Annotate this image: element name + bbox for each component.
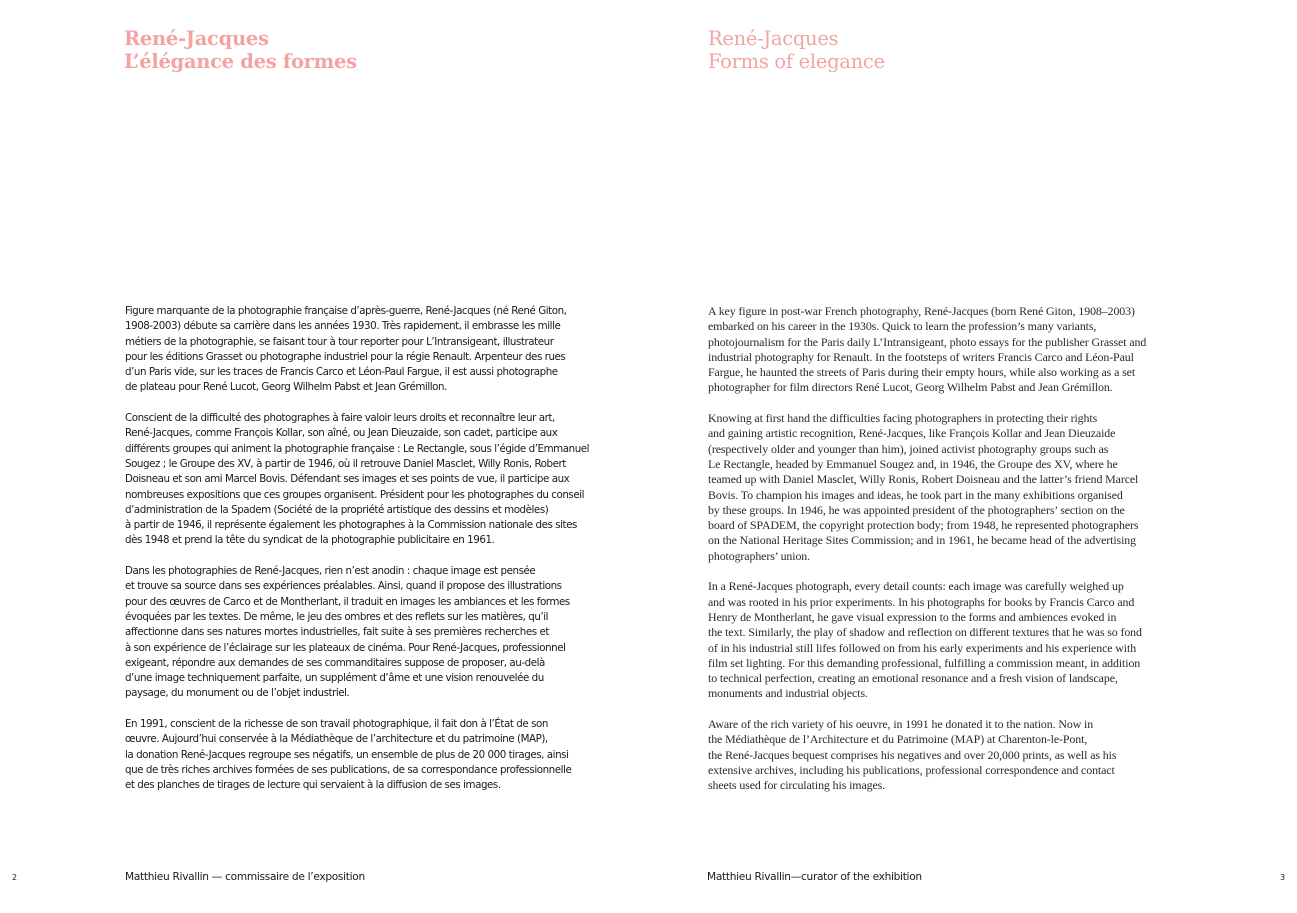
text-line: métiers de la photographie, se faisant tour à tour reporter pour L’Intransigeant, illustrateur [125, 335, 554, 348]
page-number: 2 [12, 873, 18, 882]
text-line: and gaining artistic recognition, René-Jacques, like François Kollar and Jean Dieuzaide [708, 426, 1116, 441]
text-line: Fargue, he haunted the streets of Paris during their empty hours, while also working as a set [708, 365, 1136, 380]
text-line: photographers’ union. [708, 548, 811, 563]
title-subtitle: Forms of elegance [708, 50, 885, 73]
french-body-text [125, 304, 595, 809]
text-line: (respectively older and younger than him), joined activist photography groups such as [708, 441, 1109, 456]
text-line: d’un Paris vide, sur les traces de Francis Carco et Léon-Paul Fargue, il est aussi photographe [125, 366, 558, 379]
text-line: En 1991, conscient de la richesse de son travail photographique, il fait don à l’État de son [125, 718, 548, 731]
text-line: of in his industrial still lifes followed on from his early experiments and his experience with [708, 640, 1137, 655]
text-line: Le Rectangle, headed by Emmanuel Sougez and, in 1946, the Groupe des XV, where he [708, 456, 1118, 471]
text-line: Knowing at first hand the difficulties facing photographers in protecting their rights [708, 411, 1098, 426]
text-line: pour les éditions Grasset ou photographe industriel pour la régie Renault. Arpenteur des rues [125, 350, 566, 363]
page-number: 3 [1280, 873, 1286, 882]
text-line: Bovis. To champion his images and ideas, he took part in the many exhibitions organised [708, 487, 1123, 502]
text-line: board of SPADEM, the copyright protection body; from 1948, he represented photographers [708, 518, 1139, 533]
text-line: affectionne dans ses natures mortes industrielles, fait suite à ses premières recherches et [125, 626, 549, 639]
text-line: nombreuses expositions que ces groupes organisent. Président pour les photographes du conseil [125, 488, 585, 501]
text-line: to technical perfection, creating an emotional resonance and a fresh vision of landscape, [708, 671, 1118, 686]
text-line: œuvre. Aujourd’hui conservée à la Médiathèque de l’architecture et du patrimoine (MAP), [125, 733, 548, 746]
english-body-text [708, 304, 1188, 809]
text-line: Henry de Montherlant, he gave visual expression to the forms and ambiences evoked in [708, 609, 1117, 624]
paragraph [708, 579, 1188, 701]
text-line: embarked on his career in the 1930s. Quick to learn the profession’s many variants, [708, 319, 1097, 334]
footer-credit: Matthieu Rivallin — commissaire de l’exposition [125, 871, 365, 883]
paragraph [125, 411, 595, 549]
text-line: Dans les photographies de René-Jacques, rien n’est anodin : chaque image est pensée [125, 565, 536, 578]
text-line: la donation René-Jacques regroupe ses négatifs, un ensemble de plus de 20 000 tirages, ainsi [125, 748, 569, 761]
right-page [648, 0, 1297, 913]
text-line: Sougez ; le Groupe des XV, à partir de 1946, où il retrouve Daniel Masclet, Willy Ronis, Robert [125, 457, 566, 470]
paragraph [708, 717, 1188, 793]
english-title [708, 27, 885, 73]
left-page [0, 0, 648, 913]
text-line: d’administration de la Spadem (Société de la propriété artistique des dessins et modèles) [125, 503, 549, 516]
text-line: dès 1948 et prend la tête du syndicat de la photographie publicitaire en 1961. [125, 534, 495, 547]
paragraph [125, 717, 595, 793]
text-line: A key figure in post-war French photography, René-Jacques (born René Giton, 1908–2003) [708, 304, 1135, 318]
text-line: à partir de 1946, il représente également les photographes à la Commission nationale des sites [125, 519, 577, 532]
text-line: exigeant, répondre aux demandes de ses commanditaires suppose de proposer, au-delà [125, 656, 545, 669]
text-line: extensive archives, including his publications, professional correspondence and contact [708, 762, 1115, 777]
paragraph [125, 564, 595, 702]
text-line: sheets used for circulating his images. [708, 778, 886, 793]
text-line: industrial photography for Renault. In the footsteps of writers Francis Carco and Léon-Paul [708, 349, 1134, 364]
title-name: René-Jacques [124, 27, 269, 50]
text-line: paysage, du monument ou de l’objet industriel. [125, 687, 350, 700]
paragraph [708, 411, 1188, 564]
text-line: 1908-2003) débute sa carrière dans les années 1930. Très rapidement, il embrasse les mille [125, 320, 561, 333]
text-line: by these groups. In 1946, he was appointed president of the photographers’ section on the [708, 502, 1125, 517]
text-line: the text. Similarly, the play of shadow and reflection on different textures that he was so fond [708, 625, 1142, 640]
text-line: Doisneau et son ami Marcel Bovis. Défendant ses images et ses points de vue, il participe aux [125, 473, 570, 486]
text-line: René-Jacques, comme François Kollar, son aîné, ou Jean Dieuzaide, son cadet, participe aux [125, 427, 558, 440]
text-line: photographer for film directors René Lucot, Georg Wilhelm Pabst and Jean Grémillon. [708, 380, 1113, 395]
text-line: Conscient de la difficulté des photographes à faire valoir leurs droits et reconnaître leur art, [125, 412, 555, 425]
text-line: pour des œuvres de Carco et de Montherlant, il traduit en images les ambiances et les formes [125, 595, 570, 608]
text-line: photojournalism for the Paris daily L’Intransigeant, photo essays for the publisher Grasset and [708, 334, 1147, 349]
text-line: Figure marquante de la photographie française d’après-guerre, René-Jacques (né René Giton, [125, 305, 567, 317]
text-line: and was rooted in his prior experiments. In his photographs for books by Francis Carco and [708, 594, 1135, 609]
text-line: the René-Jacques bequest comprises his negatives and over 20,000 prints, as well as his [708, 747, 1117, 762]
text-line: teamed up with Daniel Masclet, Willy Ronis, Robert Doisneau and the latter’s friend Marcel [708, 472, 1139, 487]
text-line: et trouve sa source dans ses expériences préalables. Ainsi, quand il propose des illustrations [125, 580, 562, 593]
text-line: film set lighting. For this demanding professional, fulfilling a commission meant, in addition [708, 655, 1141, 670]
text-line: de plateau pour René Lucot, Georg Wilhelm Pabst et Jean Grémillon. [125, 381, 447, 394]
paragraph [708, 304, 1188, 396]
text-line: que de très riches archives formées de ses publications, de sa correspondance professionnelle [125, 763, 572, 776]
text-line: the Médiathèque de l’Architecture et du Patrimoine (MAP) at Charenton-le-Pont, [708, 732, 1088, 747]
text-line: In a René-Jacques photograph, every detail counts: each image was carefully weighed up [708, 579, 1124, 594]
text-line: évoquées par les textes. De même, le jeu des ombres et des reflets sur les matières, qu’il [125, 610, 549, 623]
paragraph [125, 304, 595, 396]
text-line: monuments and industrial objects. [708, 686, 868, 701]
text-line: d’une image techniquement parfaite, un supplément d’âme et une vision renouvelée du [125, 672, 544, 685]
french-title [124, 27, 357, 73]
text-line: à son expérience de l’éclairage sur les plateaux de cinéma. Pour René-Jacques, professionnel [125, 641, 566, 654]
footer-credit: Matthieu Rivallin—curator of the exhibition [707, 871, 922, 883]
title-name: René-Jacques [708, 27, 839, 50]
text-line: différents groupes qui animent la photographie française : Le Rectangle, sous l’égide d’Emmanuel [125, 442, 590, 455]
text-line: on the National Heritage Sites Commission; and in 1961, he became head of the advertising [708, 533, 1136, 548]
text-line: et des planches de tirages de lecture qui servaient à la diffusion de ses images. [125, 779, 501, 792]
text-line: Aware of the rich variety of his oeuvre, in 1991 he donated it to the nation. Now in [708, 717, 1094, 732]
title-subtitle: L’élégance des formes [124, 50, 357, 73]
